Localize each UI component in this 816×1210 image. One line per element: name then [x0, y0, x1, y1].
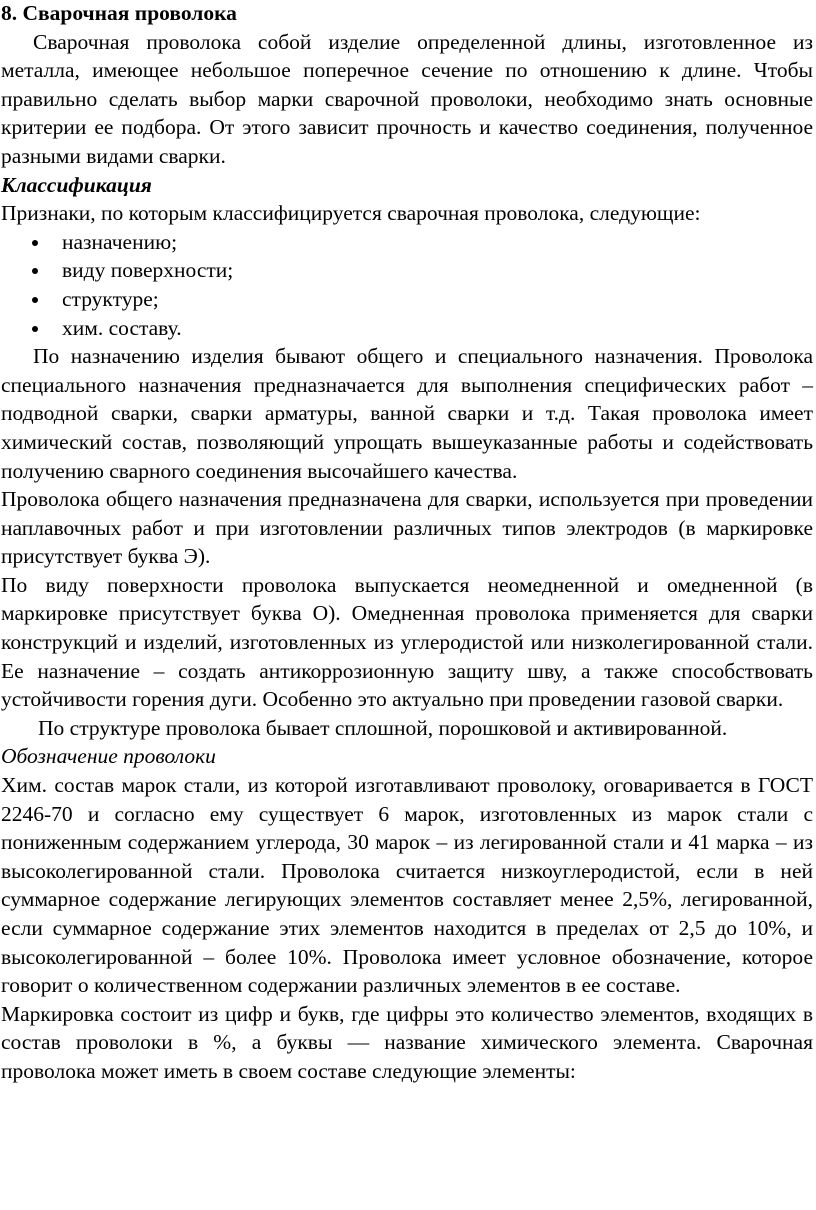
list-item-text: виду поверхности; [62, 258, 234, 283]
classification-heading: Классификация [1, 172, 152, 197]
intro-paragraph: Сварочная проволока собой изделие определенной длины, изготовленное из металла, имеющее небольшое поперечное сечение по отношению к длине. Чтобы правильно сделать выбор марки сварочной проволоки, необходимо знать основные критерии ее подбора. От этого зависит прочность и качество соединения, полученное разными видами сварки. [1, 29, 813, 168]
classification-list [0, 228, 813, 342]
bullet-icon [32, 326, 38, 332]
marking-paragraph: Маркировка состоит из цифр и букв, где цифры это количество элементов, входящих в состав проволоки в %, а буквы — название химического элемента. Сварочная проволока может иметь в своем составе следующие элементы: [1, 1001, 813, 1083]
list-item-text: назначению; [62, 229, 178, 254]
designation-heading: Обозначение проволоки [1, 744, 216, 769]
list-item-text: хим. составу. [62, 315, 182, 340]
bullet-icon [32, 268, 38, 274]
list-item [0, 285, 813, 314]
list-item [0, 314, 813, 343]
structure-paragraph: По структуре проволока бывает сплошной, порошковой и активированной. [38, 715, 728, 740]
composition-paragraph: Хим. состав марок стали, из которой изготавливают проволоку, оговаривается в ГОСТ 2246-70 и согласно ему существует 6 марок, изготовленных из марок стали с пониженным содержанием углерода, 30 марок – из легированной стали и 41 марка – из высоколегированной стали. Проволока считается низкоуглеродистой, если в ней суммарное содержание легирующих элементов составляет менее 2,5%, легированной, если суммарное содержание этих элементов находится в пределах от 2,5 до 10%, и высоколегированной – более 10%. Проволока имеет условное обозначение, которое говорит о количественном содержании различных элементов в ее составе. [1, 773, 813, 998]
list-item-text: структуре; [62, 286, 159, 311]
bullet-icon [32, 297, 38, 303]
surface-paragraph: По виду поверхности проволока выпускается неомедненной и омедненной (в маркировке присутствует буква О). Омедненная проволока применяется для сварки конструкций и изделий, изготовленных из углеродистой или низколегированной стали. Ее назначение – создать антикоррозионную защиту шву, а также способствовать устойчивости горения дуги. Особенно это актуально при проведении газовой сварки. [1, 572, 813, 712]
list-item [0, 256, 813, 285]
bullet-icon [32, 240, 38, 246]
list-item [0, 228, 813, 257]
section-title: 8. Сварочная проволока [1, 1, 237, 25]
general-purpose-paragraph: Проволока общего назначения предназначена для сварки, используется при проведении наплавочных работ и при изготовлении различных типов электродов (в маркировке присутствует буква Э). [1, 487, 813, 569]
purpose-paragraph: По назначению изделия бывают общего и специального назначения. Проволока специального назначения предназначается для выполнения специфических работ – подводной сварки, сварки арматуры, ванной сварки и т.д. Такая проволока имеет химический состав, позволяющий упрощать вышеуказанные работы и содействовать получению сварного соединения высочайшего качества. [1, 344, 813, 483]
classification-lead: Признаки, по которым классифицируется сварочная проволока, следующие: [1, 201, 701, 226]
